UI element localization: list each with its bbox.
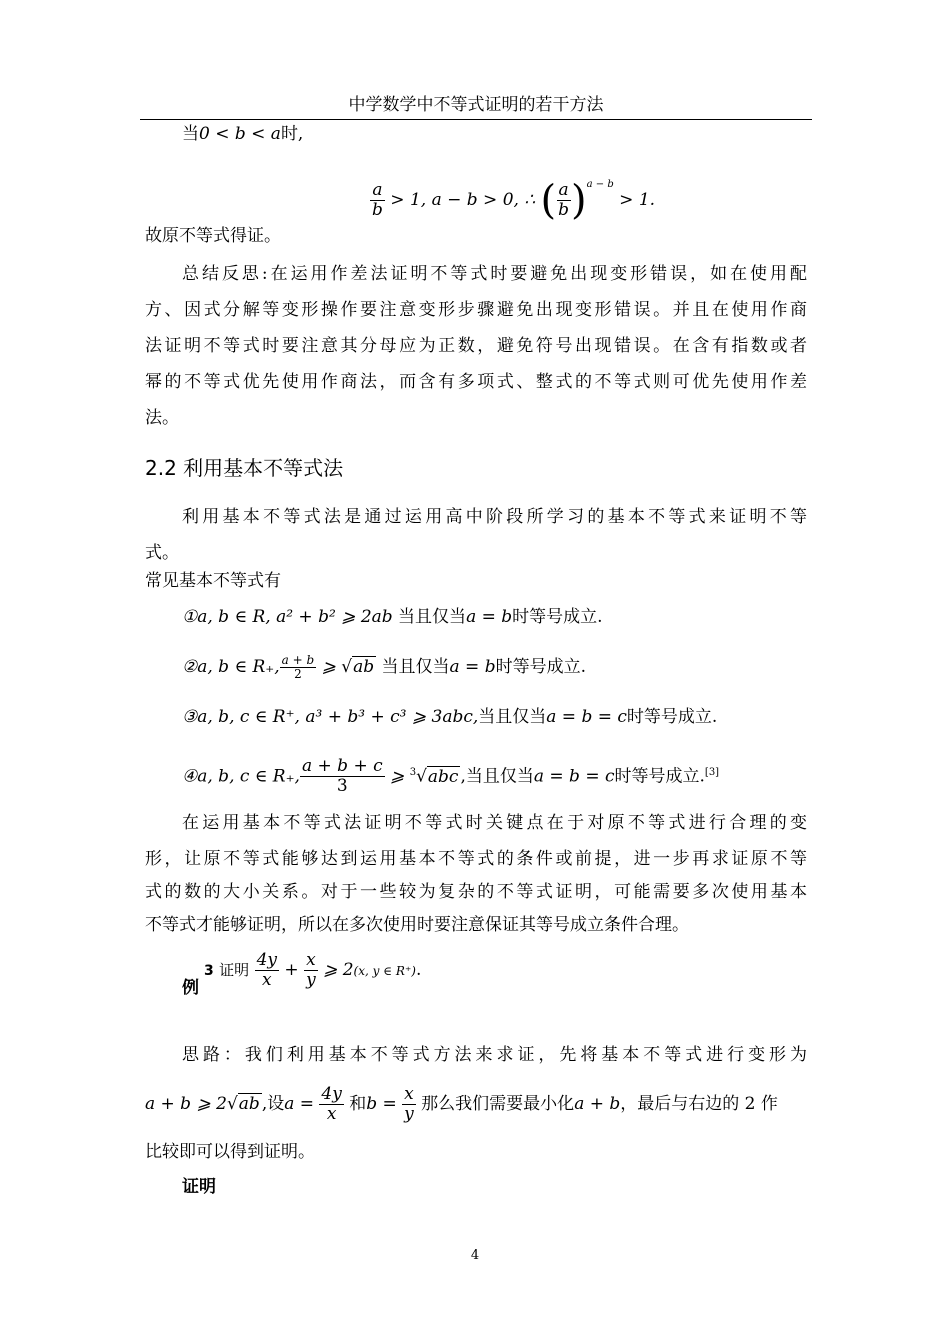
ineq1-eq: a = b xyxy=(466,607,513,627)
idea-m4: a + b xyxy=(574,1094,621,1114)
idea-f1-num: 4y xyxy=(321,1083,342,1104)
intro-line-1: 利用基本不等式法是通过运用高中阶段所学习的基本不等式来证明不等 xyxy=(182,507,807,527)
ineq4-den: 3 xyxy=(336,776,348,797)
example-3 xyxy=(182,945,782,1007)
ineq2-pre: ②a, b ∈ R₊, xyxy=(182,657,280,677)
section-title: 2.2 利用基本不等式法 xyxy=(145,456,344,480)
idea-rad: ab xyxy=(238,1094,260,1114)
ineq2-ge: ⩾ xyxy=(316,657,342,677)
idea-line-2: a + b ⩾ 2√ab ,设a = $\frac{4y}{x}$ 和b = $\frac{x}{y}$ 那么我们需要最小化a + b，最后与右边的 2 作 xyxy=(145,1083,778,1124)
ineq4-index: 3 xyxy=(409,767,417,778)
ineq1-math: ①a, b ∈ R, a² + b² ⩾ 2ab xyxy=(182,607,393,627)
citation-ref: [3] xyxy=(704,767,720,778)
ineq4-ge: ⩾ xyxy=(384,766,410,787)
inequality-4: ④a, b, c ∈ R₊, $\frac{a + b + c}{3}$ ⩾ $^3$√abc ,当且仅当a = b = c时等号成立.[3] xyxy=(182,756,720,797)
summary-line-5: 法。 xyxy=(145,408,179,428)
case-prefix: 当 xyxy=(182,124,199,144)
example-plus: + xyxy=(279,960,305,980)
idea-m1: a + b ⩾ 2 xyxy=(145,1094,227,1114)
summary-line-1: 总结反思:在运用作差法证明不等式时要避免出现变形错误，如在使用配 xyxy=(182,264,807,284)
ineq2-rad: ab xyxy=(353,657,375,677)
page-number: 4 xyxy=(470,1248,480,1263)
example-condition: (x, y ∈ R⁺) xyxy=(353,964,416,978)
ineq4-pre: ④a, b, c ∈ R₊, xyxy=(182,766,300,787)
example-f1-num: 4y xyxy=(256,949,277,970)
ineq2-eq: a = b xyxy=(449,657,496,677)
display-eq-part2: > 1. xyxy=(619,190,656,210)
ineq4-text: ,当且仅当 xyxy=(460,766,534,787)
example-label: 例 xyxy=(182,978,199,998)
display-equation: $\frac{a}{b}$ > 1, a − b > 0, ∴ ( $\frac{a}{b}$ )$^{a - b}$ > 1. xyxy=(372,177,656,224)
conclusion-text: 故原不等式得证。 xyxy=(145,226,281,246)
key-line-3: 式的数的大小关系。对于一些较为复杂的不等式证明，可能需要多次使用基本 xyxy=(145,882,807,902)
idea-f1-den: x xyxy=(326,1103,337,1124)
example-rest: ⩾ 2 xyxy=(317,960,354,980)
idea-t1: ,设 xyxy=(261,1094,285,1114)
idea-f2-num: x xyxy=(404,1083,414,1104)
ineq3-tail: 时等号成立. xyxy=(626,707,718,727)
example-f1-den: x xyxy=(261,969,272,990)
inequality-2: ②a, b ∈ R₊, $\frac{a + b}{2}$ ⩾ √ab 当且仅当a = b时等号成立. xyxy=(182,653,586,681)
idea-f2-den: y xyxy=(404,1103,414,1124)
key-line-4: 不等式才能够证明，所以在多次使用时要注意保证其等号成立条件合理。 xyxy=(145,915,689,935)
ineq4-eq: a = b = c xyxy=(533,766,615,787)
ineq1-tail: 时等号成立. xyxy=(512,607,603,627)
summary-line-3: 法证明不等式时要注意其分母应为正数，避免符号出现错误。在含有指数或者 xyxy=(145,336,807,356)
display-eq-exponent: a − b xyxy=(586,179,614,190)
ineq2-tail: 时等号成立. xyxy=(495,657,586,677)
example-number: 3 xyxy=(204,963,214,979)
fraction-a-over-b: $\frac{a}{b}$ xyxy=(372,179,383,220)
case-math: 0 < b < a xyxy=(199,124,281,144)
display-eq-part1: > 1, a − b > 0, ∴ xyxy=(390,190,536,210)
idea-m2: a = xyxy=(284,1094,320,1114)
idea-line-1: 思路：我们利用基本不等式方法来求证，先将基本不等式进行变形为 xyxy=(182,1045,807,1065)
idea-t2: 和 xyxy=(343,1094,367,1114)
case-suffix: 时, xyxy=(280,124,304,144)
ineq4-num: a + b + c xyxy=(301,756,383,777)
case-condition xyxy=(182,122,807,146)
example-f2-num: x xyxy=(306,949,316,970)
ineq2-text: 当且仅当 xyxy=(376,657,450,677)
header-rule xyxy=(140,119,812,120)
ineq4-fraction xyxy=(300,758,385,796)
ineq2-den: 2 xyxy=(294,666,302,681)
idea-line-3: 比较即可以得到证明。 xyxy=(145,1142,315,1162)
intro-line-2: 式。 xyxy=(145,543,179,563)
ineq3-eq: a = b = c xyxy=(546,707,627,727)
proof-label: 证明 xyxy=(182,1177,216,1197)
example-f2-den: y xyxy=(306,969,316,990)
key-line-1: 在运用基本不等式法证明不等式时关键点在于对原不等式进行合理的变 xyxy=(182,813,807,833)
key-line-2: 形，让原不等式能够达到运用基本不等式的条件或前提，进一步再求证原不等 xyxy=(145,849,807,869)
inequality-1 xyxy=(182,605,807,629)
example-fraction-1 xyxy=(255,949,279,990)
common-inequalities-label: 常见基本不等式有 xyxy=(145,571,281,591)
idea-t3: 那么我们需要最小化 xyxy=(415,1094,575,1114)
ineq3-math: ③a, b, c ∈ R⁺, a³ + b³ + c³ ⩾ 3abc, xyxy=(182,707,479,727)
inequality-3 xyxy=(182,705,807,729)
example-fraction-2 xyxy=(304,949,318,990)
idea-m3: b = xyxy=(366,1094,403,1114)
example-end: . xyxy=(415,960,422,980)
summary-line-4: 幂的不等式优先使用作商法，而含有多项式、整式的不等式则可优先使用作差 xyxy=(145,372,807,392)
idea-t4: ，最后与右边的 2 作 xyxy=(620,1094,778,1114)
summary-line-2: 方、因式分解等变形操作要注意变形步骤避免出现变形错误。并且在使用作商 xyxy=(145,300,807,320)
running-header: 中学数学中不等式证明的若干方法 xyxy=(348,95,604,115)
ineq1-text: 当且仅当 xyxy=(392,607,467,627)
ineq2-fraction xyxy=(280,654,317,681)
fraction-a-over-b-2: $\frac{a}{b}$ xyxy=(558,179,570,220)
example-word: 证明 xyxy=(219,961,250,979)
ineq4-tail: 时等号成立. xyxy=(614,766,705,787)
ineq2-num: a + b xyxy=(281,653,315,668)
ineq4-rad: abc xyxy=(427,766,459,787)
idea-fraction-2 xyxy=(402,1083,416,1124)
ineq3-text: 当且仅当 xyxy=(478,707,547,727)
idea-fraction-1 xyxy=(319,1083,343,1124)
